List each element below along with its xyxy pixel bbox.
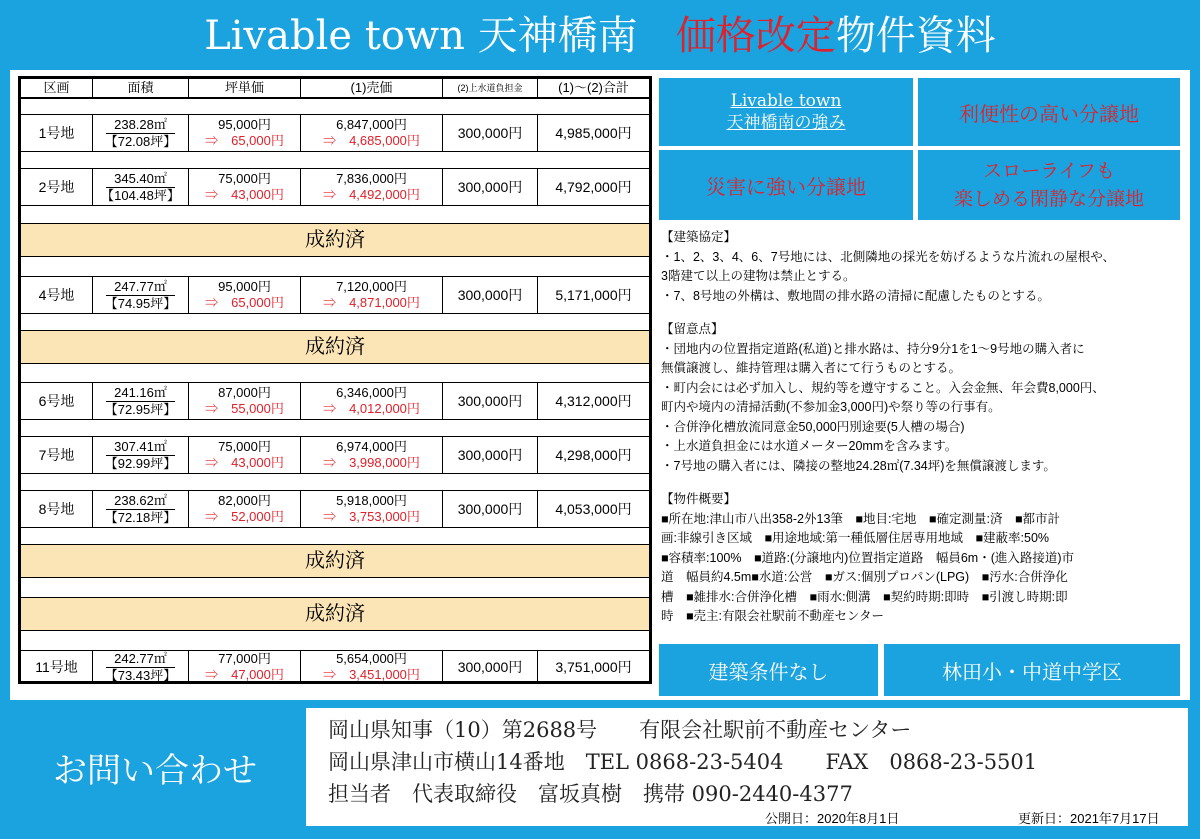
note-line: ・町内会には必ず加入し、規約等を遵守すること。入会金無、年会費8,000円、 [661,380,1105,395]
note-line: ・1、2、3、4、6、7号地には、北側隣地の採光を妨げるような片流れの屋根や、 [661,249,1115,264]
table-row [21,650,649,684]
table-row [21,436,649,474]
unit-price-cell: 75,000円 ⇒ 43,000円 [189,437,301,473]
lot-cell: 7号地 [21,437,93,473]
note-line: 無償譲渡し、維持管理は購入者にて行うものとする。 [661,361,962,375]
unit-price-cell: 82,000円 ⇒ 52,000円 [189,491,301,527]
published-date: 公開日：2020年8月1日 [765,811,900,826]
water-cell: 300,000円 [443,491,538,527]
price-cell: 5,918,000円 ⇒ 3,753,000円 [301,491,443,527]
water-cell: 300,000円 [443,383,538,419]
sold-banner: 成約済 [21,330,649,364]
notes-section [661,228,1181,638]
header-total: (1)～(2)合計 [558,80,629,95]
title-prefix: Livable town 天神橋南 [204,13,638,59]
note-line: ・団地内の位置指定道路(私道)と排水路は、持分9分1を1～9号地の購入者に [661,341,1085,356]
header-area: 面積 [93,79,189,97]
title-suffix: 物件資料 [835,13,996,59]
area-cell: 242.77㎡ 【73.43坪】 [93,651,189,683]
table-row [21,168,649,206]
note-line: 槽 ■雑排水:合併浄化槽 ■雨水:側溝 ■契約時期:即時 ■引渡し時期:即 [661,589,1068,604]
address-line: 岡山県津山市横山14番地 TEL 0868-23-5404 FAX 0868-23-5501 [328,750,1038,774]
total-cell: 4,985,000円 [555,125,632,141]
table-row [21,114,649,152]
strength-line1: Livable town [730,91,842,111]
note-line: ■所在地:津山市八出358-2外13筆 ■地目:宅地 ■確定測量:済 ■都市計 [661,511,1060,526]
lot-cell: 2号地 [21,169,93,205]
staff-line: 担当者 代表取締役 富坂真樹 携帯 090-2440-4377 [328,782,853,806]
total-cell: 3,751,000円 [555,659,632,675]
area-cell: 247.77㎡ 【74.95坪】 [93,277,189,313]
header-unit-price: 坪単価 [189,79,301,97]
table-header [21,79,649,99]
note-line: ■容積率:100% ■道路:(分譲地内)位置指定道路 幅員6m・(進入路接道)市 [661,550,1075,565]
note-line: ・上水道負担金には水道メーター20mmを含みます。 [661,439,958,453]
unit-price-cell: 75,000円 ⇒ 43,000円 [189,169,301,205]
disaster-box [659,150,913,220]
price-cell: 6,974,000円 ⇒ 3,998,000円 [301,437,443,473]
unit-price-cell: 77,000円 ⇒ 47,000円 [189,651,301,683]
note-line: ・7、8号地の外構は、敷地間の排水路の清掃に配慮したものとする。 [661,288,1050,303]
total-cell: 5,171,000円 [555,287,632,303]
sold-banner: 成約済 [21,597,649,631]
water-cell: 300,000円 [443,437,538,473]
area-cell: 345.40㎡ 【104.48坪】 [93,169,189,205]
lot-cell: 4号地 [21,277,93,313]
slowlife-line2: 楽しめる閑静な分譲地 [953,188,1144,210]
area-cell: 238.62㎡ 【72.18坪】 [93,491,189,527]
disaster-text: 災害に強い分譲地 [706,174,866,199]
area-cell: 307.41㎡ 【92.99坪】 [93,437,189,473]
strength-box [659,78,913,146]
lot-cell: 11号地 [21,651,93,683]
header-water: (2)上水道負担金 [443,79,538,97]
convenience-box [918,78,1180,146]
water-cell: 300,000円 [443,651,538,683]
caution-title: 【留意点】 [661,322,724,336]
price-cell: 6,847,000円 ⇒ 4,685,000円 [301,115,443,151]
table-row [21,490,649,528]
note-line: ・合併浄化槽放流同意金50,000円別途要(5人槽の場合) [661,419,965,434]
contact-heading: お問い合わせ [53,750,257,791]
price-cell: 5,654,000円 ⇒ 3,451,000円 [301,651,443,683]
sold-banner: 成約済 [21,544,649,578]
overview-title: 【物件概要】 [661,492,737,506]
water-cell: 300,000円 [443,115,538,151]
no-condition-text: 建築条件なし [708,659,829,684]
note-line: 画:非線引き区域 ■用途地域:第一種低層住居専用地域 ■建蔽率:50% [661,531,1050,545]
license-line: 岡山県知事（10）第2688号 有限会社駅前不動産センター [328,718,912,742]
total-cell: 4,053,000円 [555,501,632,517]
note-line: 町内や境内の清掃活動(不参加金3,000円)や祭り等の行事有。 [661,400,1001,414]
lot-cell: 1号地 [21,115,93,151]
unit-price-cell: 95,000円 ⇒ 65,000円 [189,115,301,151]
note-line: 道 幅員約4.5m■水道:公営 ■ガス:個別プロパン(LPG) ■汚水:合併浄化 [661,570,1068,584]
lot-cell: 8号地 [21,491,93,527]
header-lot: 区画 [21,79,93,97]
price-cell: 7,836,000円 ⇒ 4,492,000円 [301,169,443,205]
price-table [18,76,652,684]
title-highlight: 価格改定 [675,13,836,59]
water-cell: 300,000円 [443,169,538,205]
total-cell: 4,312,000円 [555,393,632,409]
note-line: ・7号地の購入者には、隣接の整地24.28㎡(7.34坪)を無償譲渡します。 [661,458,1056,473]
strength-line2: 天神橋南の強み [726,113,846,133]
agreement-title: 【建築協定】 [661,230,737,244]
area-cell: 238.28㎡ 【72.08坪】 [93,115,189,151]
area-cell: 241.16㎡ 【72.95坪】 [93,383,189,419]
price-cell: 7,120,000円 ⇒ 4,871,000円 [301,277,443,313]
updated-date: 更新日：2021年7月17日 [1018,811,1160,826]
total-cell: 4,298,000円 [555,447,632,463]
header-price: (1)売価 [301,79,443,97]
slowlife-box [918,150,1180,220]
unit-price-cell: 87,000円 ⇒ 55,000円 [189,383,301,419]
slowlife-line1: スローライフも [983,160,1115,182]
note-line: 時 ■売主:有限会社駅前不動産センター [661,609,885,623]
price-cell: 6,346,000円 ⇒ 4,012,000円 [301,383,443,419]
water-cell: 300,000円 [443,277,538,313]
note-line: 3階建て以上の建物は禁止とする。 [661,269,856,283]
sold-banner: 成約済 [21,223,649,257]
table-row [21,276,649,314]
convenience-text: 利便性の高い分譲地 [959,101,1139,126]
no-condition-badge [659,644,878,696]
lot-cell: 6号地 [21,383,93,419]
table-row [21,382,649,420]
school-badge [884,644,1180,696]
total-cell: 4,792,000円 [555,179,632,195]
unit-price-cell: 95,000円 ⇒ 65,000円 [189,277,301,313]
page-title [10,10,1190,62]
school-text: 林田小・中道中学区 [942,659,1122,684]
